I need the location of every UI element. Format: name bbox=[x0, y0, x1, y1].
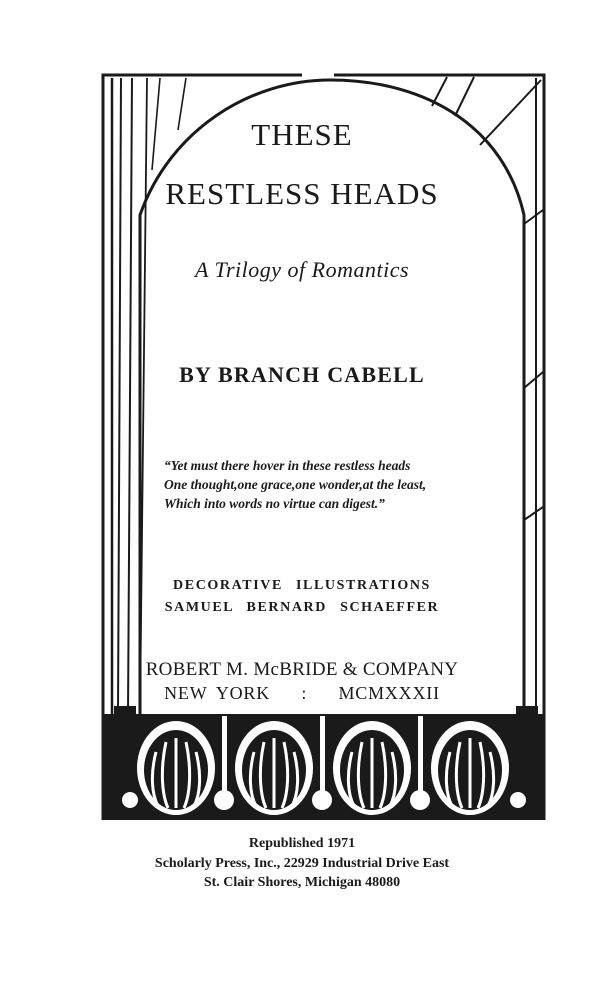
reprint-line-3: St. Clair Shores, Michigan 48080 bbox=[203, 875, 401, 890]
right-rules bbox=[432, 77, 543, 715]
reprint-line-1: Republished 1971 bbox=[248, 836, 356, 851]
epigraph-line-1: “Yet must there hover in these restless heads bbox=[164, 458, 411, 473]
subtitle: A Trilogy of Romantics bbox=[194, 257, 410, 282]
illustrations-line-2: SAMUEL BERNARD SCHAEFFER bbox=[164, 600, 440, 615]
left-rules bbox=[112, 78, 186, 715]
epigraph-line-3: Which into words no virtue can digest.” bbox=[164, 496, 385, 511]
year: MCMXXXII bbox=[338, 683, 440, 703]
reprint-line-2: Scholarly Press, Inc., 22929 Industrial Drive East bbox=[154, 856, 450, 871]
city: NEW YORK bbox=[164, 683, 271, 703]
author-line: BY BRANCH CABELL bbox=[179, 362, 425, 387]
title-line-1: THESE bbox=[251, 117, 353, 152]
illustrations-line-1: DECORATIVE ILLUSTRATIONS bbox=[173, 578, 431, 593]
bottom-ornament bbox=[103, 706, 544, 820]
epigraph-line-2: One thought,one grace,one wonder,at the least, bbox=[164, 477, 427, 492]
separator: : bbox=[301, 683, 308, 703]
title-line-2: RESTLESS HEADS bbox=[165, 176, 439, 211]
publisher-place bbox=[0, 683, 604, 704]
epigraph bbox=[164, 456, 494, 513]
publisher-name: ROBERT M. McBRIDE & COMPANY bbox=[145, 659, 459, 680]
